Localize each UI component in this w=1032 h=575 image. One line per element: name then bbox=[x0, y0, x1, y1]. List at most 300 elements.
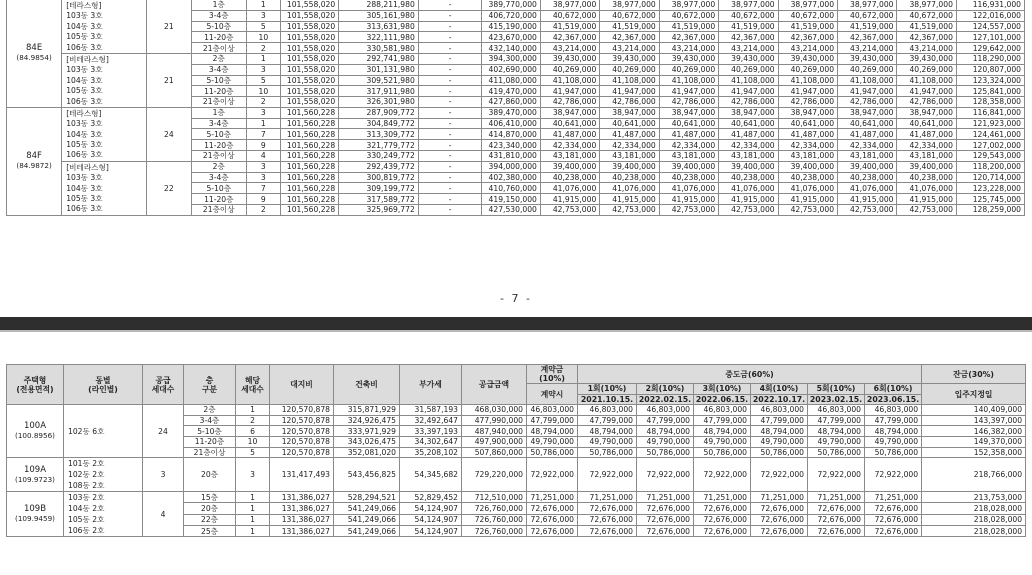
installment-5: 42,753,000 bbox=[838, 204, 897, 215]
land-cost: 101,558,020 bbox=[280, 53, 338, 64]
installment-3: 38,947,000 bbox=[719, 107, 778, 118]
deposit: 46,803,000 bbox=[527, 405, 578, 416]
installment-1: 41,108,000 bbox=[600, 75, 659, 86]
installment-6: 43,181,000 bbox=[897, 151, 956, 162]
installment-3: 72,676,000 bbox=[694, 514, 751, 525]
table-row bbox=[7, 53, 1025, 64]
installment-2: 40,269,000 bbox=[659, 64, 718, 75]
dong-line: 106동 3호 bbox=[66, 42, 103, 52]
installment-1: 72,676,000 bbox=[578, 503, 637, 514]
supply-price: 726,760,000 bbox=[462, 503, 527, 514]
installment-3: 48,794,000 bbox=[694, 426, 751, 437]
header-installment-5: 5회(10%) bbox=[808, 384, 865, 395]
installment-1: 38,977,000 bbox=[600, 0, 659, 10]
count: 3 bbox=[246, 10, 280, 21]
balance: 125,745,000 bbox=[956, 194, 1024, 205]
floor: 21층이상 bbox=[191, 97, 246, 108]
installment-6: 41,947,000 bbox=[897, 86, 956, 97]
land-cost: 131,386,027 bbox=[270, 514, 334, 525]
installment-3: 42,753,000 bbox=[719, 204, 778, 215]
dong-line: 103동 3호 bbox=[66, 119, 103, 129]
vat: 32,492,647 bbox=[400, 415, 462, 426]
land-cost: 120,570,878 bbox=[270, 415, 334, 426]
floor: 21층이상 bbox=[191, 43, 246, 54]
installment-3: 38,977,000 bbox=[719, 0, 778, 10]
vat: - bbox=[418, 183, 482, 194]
installment-3: 41,076,000 bbox=[719, 183, 778, 194]
installment-4: 72,676,000 bbox=[751, 503, 808, 514]
floor: 15층 bbox=[184, 492, 236, 503]
land-cost: 120,570,878 bbox=[270, 447, 334, 458]
count: 9 bbox=[246, 194, 280, 205]
deposit: 50,786,000 bbox=[527, 447, 578, 458]
header-price: 공급금액 bbox=[462, 365, 527, 405]
table-row bbox=[7, 458, 1026, 492]
installment-1: 41,076,000 bbox=[600, 183, 659, 194]
installment-4: 40,269,000 bbox=[778, 64, 837, 75]
supply-price: 406,720,000 bbox=[482, 10, 540, 21]
deposit: 41,915,000 bbox=[540, 194, 599, 205]
count: 3 bbox=[246, 64, 280, 75]
balance: 128,259,000 bbox=[956, 204, 1024, 215]
header-installment-6: 6회(10%) bbox=[865, 384, 922, 395]
floor: 3-4층 bbox=[191, 172, 246, 183]
installment-3: 43,181,000 bbox=[719, 151, 778, 162]
installment-1: 41,915,000 bbox=[600, 194, 659, 205]
installment-5: 40,672,000 bbox=[838, 10, 897, 21]
table-row bbox=[7, 107, 1025, 118]
unit-area: (84.9872) bbox=[16, 161, 52, 171]
deposit: 72,676,000 bbox=[527, 503, 578, 514]
installment-3: 72,922,000 bbox=[694, 458, 751, 492]
header-installment-2: 2회(10%) bbox=[637, 384, 694, 395]
floor: 2층 bbox=[184, 405, 236, 416]
balance: 129,642,000 bbox=[956, 43, 1024, 54]
building-cost: 304,849,772 bbox=[339, 118, 419, 129]
installment-1: 39,430,000 bbox=[600, 53, 659, 64]
balance: 149,370,000 bbox=[922, 436, 1026, 447]
vat: 35,208,102 bbox=[400, 447, 462, 458]
balance: 218,028,000 bbox=[922, 525, 1026, 536]
unit-type-cell bbox=[7, 0, 62, 107]
supply-units: 24 bbox=[147, 107, 192, 161]
dong-line: 105동 3호 bbox=[66, 194, 103, 204]
vat: - bbox=[418, 97, 482, 108]
installment-4: 40,238,000 bbox=[778, 172, 837, 183]
installment-2: 43,214,000 bbox=[659, 43, 718, 54]
deposit: 72,922,000 bbox=[527, 458, 578, 492]
header-middle-payment: 중도금(60%) bbox=[578, 365, 922, 384]
deposit: 41,076,000 bbox=[540, 183, 599, 194]
installment-1: 50,786,000 bbox=[578, 447, 637, 458]
floor: 11-20층 bbox=[191, 194, 246, 205]
balance: 116,841,000 bbox=[956, 107, 1024, 118]
installment-6: 46,803,000 bbox=[865, 405, 922, 416]
count: 2 bbox=[246, 43, 280, 54]
floor: 1층 bbox=[191, 107, 246, 118]
deposit: 38,947,000 bbox=[540, 107, 599, 118]
deposit: 72,676,000 bbox=[527, 525, 578, 536]
count: 2 bbox=[246, 97, 280, 108]
floor: 11-20층 bbox=[184, 436, 236, 447]
installment-6: 40,238,000 bbox=[897, 172, 956, 183]
installment-1: 72,922,000 bbox=[578, 458, 637, 492]
dong-line: 108동 2호 bbox=[68, 481, 105, 491]
supply-price: 406,410,000 bbox=[482, 118, 540, 129]
installment-5: 40,269,000 bbox=[838, 64, 897, 75]
installment-3: 72,676,000 bbox=[694, 525, 751, 536]
installment-4: 41,519,000 bbox=[778, 21, 837, 32]
installment-6: 38,947,000 bbox=[897, 107, 956, 118]
dong-list-cell bbox=[64, 458, 143, 492]
unit-type: 109B bbox=[23, 504, 47, 515]
count: 3 bbox=[246, 161, 280, 172]
dong-line: 104동 3호 bbox=[66, 75, 103, 85]
deposit: 43,181,000 bbox=[540, 151, 599, 162]
dong-line: 103동 2호 bbox=[68, 493, 105, 503]
installment-4: 38,947,000 bbox=[778, 107, 837, 118]
count: 1 bbox=[236, 492, 270, 503]
installment-4: 72,676,000 bbox=[751, 514, 808, 525]
land-cost: 101,558,020 bbox=[280, 32, 338, 43]
installment-4: 39,400,000 bbox=[778, 161, 837, 172]
installment-5: 48,794,000 bbox=[808, 426, 865, 437]
installment-5: 39,430,000 bbox=[838, 53, 897, 64]
dong-list-cell bbox=[64, 405, 143, 458]
balance: 140,409,000 bbox=[922, 405, 1026, 416]
balance: 120,807,000 bbox=[956, 64, 1024, 75]
deposit: 40,641,000 bbox=[540, 118, 599, 129]
deposit: 40,269,000 bbox=[540, 64, 599, 75]
building-cost: 321,779,772 bbox=[339, 140, 419, 151]
land-cost: 101,560,228 bbox=[280, 140, 338, 151]
installment-4: 41,076,000 bbox=[778, 183, 837, 194]
unit-type: 84E bbox=[26, 43, 43, 54]
dong-line: 104동 3호 bbox=[66, 21, 103, 31]
dong-line: 106동 3호 bbox=[66, 96, 103, 106]
header-building: 건축비 bbox=[334, 365, 400, 405]
installment-4: 72,676,000 bbox=[751, 525, 808, 536]
installment-3: 47,799,000 bbox=[694, 415, 751, 426]
floor: 11-20층 bbox=[191, 140, 246, 151]
land-cost: 101,560,228 bbox=[280, 129, 338, 140]
count: 6 bbox=[236, 426, 270, 437]
header-date-1: 2021.10.15. bbox=[578, 394, 637, 405]
installment-6: 41,915,000 bbox=[897, 194, 956, 205]
building-cost: 292,741,980 bbox=[339, 53, 419, 64]
installment-6: 71,251,000 bbox=[865, 492, 922, 503]
count: 4 bbox=[246, 151, 280, 162]
unit-area: (109.9459) bbox=[15, 514, 55, 524]
count: 1 bbox=[236, 525, 270, 536]
installment-6: 47,799,000 bbox=[865, 415, 922, 426]
supply-units: 24 bbox=[143, 405, 184, 458]
header-balance-when: 입주지정일 bbox=[922, 384, 1026, 405]
count: 5 bbox=[236, 447, 270, 458]
dong-list-cell bbox=[62, 0, 147, 53]
supply-price: 419,150,000 bbox=[482, 194, 540, 205]
header-land: 대지비 bbox=[270, 365, 334, 405]
unit-type: 109A bbox=[23, 464, 47, 475]
deposit: 42,753,000 bbox=[540, 204, 599, 215]
installment-5: 71,251,000 bbox=[808, 492, 865, 503]
installment-5: 41,915,000 bbox=[838, 194, 897, 205]
vat: - bbox=[418, 194, 482, 205]
installment-6: 39,400,000 bbox=[897, 161, 956, 172]
dong-line: 104동 3호 bbox=[66, 129, 103, 139]
floor: 3-4층 bbox=[191, 10, 246, 21]
unit-type-cell bbox=[7, 107, 62, 215]
installment-3: 39,430,000 bbox=[719, 53, 778, 64]
floor: 1층 bbox=[191, 0, 246, 10]
land-cost: 101,558,020 bbox=[280, 43, 338, 54]
dong-line: 105동 2호 bbox=[68, 515, 105, 525]
installment-2: 41,947,000 bbox=[659, 86, 718, 97]
installment-2: 41,487,000 bbox=[659, 129, 718, 140]
installment-5: 41,519,000 bbox=[838, 21, 897, 32]
deposit: 41,108,000 bbox=[540, 75, 599, 86]
page-divider-shadow bbox=[0, 330, 1032, 332]
installment-4: 72,922,000 bbox=[751, 458, 808, 492]
balance: 125,841,000 bbox=[956, 86, 1024, 97]
building-cost: 541,249,066 bbox=[334, 525, 400, 536]
installment-4: 39,430,000 bbox=[778, 53, 837, 64]
header-date-4: 2022.10.17. bbox=[751, 394, 808, 405]
installment-6: 41,076,000 bbox=[897, 183, 956, 194]
vat: - bbox=[418, 10, 482, 21]
floor: 25층 bbox=[184, 525, 236, 536]
installment-2: 41,076,000 bbox=[659, 183, 718, 194]
dong-line: 102동 6호 bbox=[68, 426, 105, 436]
count: 1 bbox=[246, 0, 280, 10]
page-number: - 7 - bbox=[500, 292, 532, 305]
floor: 3-4층 bbox=[191, 64, 246, 75]
dong-line: 103동 3호 bbox=[66, 11, 103, 21]
floor: 3-4층 bbox=[184, 415, 236, 426]
count: 2 bbox=[236, 415, 270, 426]
installment-4: 43,181,000 bbox=[778, 151, 837, 162]
supply-price: 394,000,000 bbox=[482, 161, 540, 172]
installment-4: 41,947,000 bbox=[778, 86, 837, 97]
vat: 54,124,907 bbox=[400, 514, 462, 525]
installment-3: 41,947,000 bbox=[719, 86, 778, 97]
installment-6: 72,922,000 bbox=[865, 458, 922, 492]
balance: 116,931,000 bbox=[956, 0, 1024, 10]
building-cost: 301,131,980 bbox=[339, 64, 419, 75]
installment-1: 43,181,000 bbox=[600, 151, 659, 162]
installment-4: 71,251,000 bbox=[751, 492, 808, 503]
land-cost: 131,386,027 bbox=[270, 492, 334, 503]
supply-price: 468,030,000 bbox=[462, 405, 527, 416]
count: 2 bbox=[246, 204, 280, 215]
balance: 122,016,000 bbox=[956, 10, 1024, 21]
header-installment-1: 1회(10%) bbox=[578, 384, 637, 395]
building-cost: 317,589,772 bbox=[339, 194, 419, 205]
installment-1: 40,641,000 bbox=[600, 118, 659, 129]
dong-line: 106동 3호 bbox=[66, 204, 103, 214]
dong-line: 104동 3호 bbox=[66, 183, 103, 193]
deposit: 49,790,000 bbox=[527, 436, 578, 447]
land-cost: 101,558,020 bbox=[280, 0, 338, 10]
table-row bbox=[7, 0, 1025, 10]
installment-5: 41,108,000 bbox=[838, 75, 897, 86]
installment-4: 48,794,000 bbox=[751, 426, 808, 437]
installment-1: 41,487,000 bbox=[600, 129, 659, 140]
floor: 20층 bbox=[184, 503, 236, 514]
land-cost: 101,558,020 bbox=[280, 86, 338, 97]
installment-6: 50,786,000 bbox=[865, 447, 922, 458]
building-cost: 309,199,772 bbox=[339, 183, 419, 194]
balance: 152,358,000 bbox=[922, 447, 1026, 458]
installment-1: 71,251,000 bbox=[578, 492, 637, 503]
dong-list-cell bbox=[64, 492, 143, 537]
header-vat: 부가세 bbox=[400, 365, 462, 405]
balance: 127,002,000 bbox=[956, 140, 1024, 151]
supply-units: 21 bbox=[147, 53, 192, 107]
supply-price: 427,530,000 bbox=[482, 204, 540, 215]
installment-5: 49,790,000 bbox=[808, 436, 865, 447]
installment-6: 40,641,000 bbox=[897, 118, 956, 129]
deposit: 41,947,000 bbox=[540, 86, 599, 97]
deposit: 39,430,000 bbox=[540, 53, 599, 64]
balance: 127,101,000 bbox=[956, 32, 1024, 43]
vat: 34,302,647 bbox=[400, 436, 462, 447]
header-deposit: 계약금 (10%) bbox=[527, 365, 578, 384]
installment-2: 42,367,000 bbox=[659, 32, 718, 43]
installment-3: 40,238,000 bbox=[719, 172, 778, 183]
installment-2: 42,334,000 bbox=[659, 140, 718, 151]
installment-4: 40,641,000 bbox=[778, 118, 837, 129]
count: 5 bbox=[246, 21, 280, 32]
vat: - bbox=[418, 75, 482, 86]
header-date-2: 2022.02.15. bbox=[637, 394, 694, 405]
floor: 11-20층 bbox=[191, 86, 246, 97]
balance: 118,290,000 bbox=[956, 53, 1024, 64]
vat: - bbox=[418, 43, 482, 54]
vat: - bbox=[418, 64, 482, 75]
installment-4: 38,977,000 bbox=[778, 0, 837, 10]
building-cost: 330,581,980 bbox=[339, 43, 419, 54]
floor: 2층 bbox=[191, 53, 246, 64]
land-cost: 120,570,878 bbox=[270, 436, 334, 447]
installment-6: 40,269,000 bbox=[897, 64, 956, 75]
count: 7 bbox=[246, 129, 280, 140]
unit-type-cell bbox=[7, 405, 64, 458]
balance: 123,324,000 bbox=[956, 75, 1024, 86]
vat: 31,587,193 bbox=[400, 405, 462, 416]
land-cost: 101,558,020 bbox=[280, 21, 338, 32]
installment-4: 41,108,000 bbox=[778, 75, 837, 86]
installment-5: 47,799,000 bbox=[808, 415, 865, 426]
installment-2: 48,794,000 bbox=[637, 426, 694, 437]
building-cost: 292,439,772 bbox=[339, 161, 419, 172]
supply-price: 402,380,000 bbox=[482, 172, 540, 183]
balance: 218,028,000 bbox=[922, 514, 1026, 525]
deposit: 48,794,000 bbox=[527, 426, 578, 437]
balance: 128,358,000 bbox=[956, 97, 1024, 108]
building-cost: 343,026,475 bbox=[334, 436, 400, 447]
supply-units: 3 bbox=[143, 458, 184, 492]
installment-5: 41,947,000 bbox=[838, 86, 897, 97]
supply-price: 712,510,000 bbox=[462, 492, 527, 503]
header-date-6: 2023.06.15. bbox=[865, 394, 922, 405]
installment-1: 47,799,000 bbox=[578, 415, 637, 426]
land-cost: 131,417,493 bbox=[270, 458, 334, 492]
installment-4: 42,367,000 bbox=[778, 32, 837, 43]
installment-5: 42,367,000 bbox=[838, 32, 897, 43]
installment-5: 41,487,000 bbox=[838, 129, 897, 140]
supply-price: 507,860,000 bbox=[462, 447, 527, 458]
installment-6: 38,977,000 bbox=[897, 0, 956, 10]
count: 7 bbox=[246, 183, 280, 194]
installment-3: 43,214,000 bbox=[719, 43, 778, 54]
land-cost: 131,386,027 bbox=[270, 525, 334, 536]
balance: 120,714,000 bbox=[956, 172, 1024, 183]
dong-list-cell bbox=[62, 107, 147, 161]
deposit: 47,799,000 bbox=[527, 415, 578, 426]
balance: 218,766,000 bbox=[922, 458, 1026, 492]
dong-line: 101동 2호 bbox=[68, 459, 105, 469]
installment-3: 72,676,000 bbox=[694, 503, 751, 514]
building-cost: 325,969,772 bbox=[339, 204, 419, 215]
block-label: [테라스형] bbox=[66, 1, 102, 10]
installment-1: 72,676,000 bbox=[578, 525, 637, 536]
installment-2: 41,915,000 bbox=[659, 194, 718, 205]
installment-3: 42,367,000 bbox=[719, 32, 778, 43]
count: 9 bbox=[246, 140, 280, 151]
installment-3: 41,519,000 bbox=[719, 21, 778, 32]
installment-3: 40,269,000 bbox=[719, 64, 778, 75]
dong-line: 105동 3호 bbox=[66, 32, 103, 42]
vat: - bbox=[418, 118, 482, 129]
installment-5: 72,922,000 bbox=[808, 458, 865, 492]
vat: - bbox=[418, 86, 482, 97]
installment-1: 41,947,000 bbox=[600, 86, 659, 97]
building-cost: 324,926,475 bbox=[334, 415, 400, 426]
installment-5: 72,676,000 bbox=[808, 525, 865, 536]
floor: 5-10층 bbox=[191, 183, 246, 194]
supply-units: 22 bbox=[147, 161, 192, 215]
balance: 124,461,000 bbox=[956, 129, 1024, 140]
count: 1 bbox=[236, 514, 270, 525]
building-cost: 333,971,929 bbox=[334, 426, 400, 437]
installment-2: 39,430,000 bbox=[659, 53, 718, 64]
building-cost: 313,631,980 bbox=[339, 21, 419, 32]
supply-price: 402,690,000 bbox=[482, 64, 540, 75]
land-cost: 101,560,228 bbox=[280, 107, 338, 118]
installment-4: 41,915,000 bbox=[778, 194, 837, 205]
vat: 54,345,682 bbox=[400, 458, 462, 492]
installment-2: 39,400,000 bbox=[659, 161, 718, 172]
deposit: 41,487,000 bbox=[540, 129, 599, 140]
supply-price: 423,340,000 bbox=[482, 140, 540, 151]
dong-line: 102동 2호 bbox=[68, 470, 105, 480]
floor: 5-10층 bbox=[191, 129, 246, 140]
installment-3: 40,641,000 bbox=[719, 118, 778, 129]
installment-5: 42,334,000 bbox=[838, 140, 897, 151]
installment-6: 41,487,000 bbox=[897, 129, 956, 140]
balance: 146,382,000 bbox=[922, 426, 1026, 437]
floor: 20층 bbox=[184, 458, 236, 492]
installment-4: 49,790,000 bbox=[751, 436, 808, 447]
building-cost: 305,161,980 bbox=[339, 10, 419, 21]
building-cost: 288,211,980 bbox=[339, 0, 419, 10]
vat: 33,397,193 bbox=[400, 426, 462, 437]
supply-price: 419,470,000 bbox=[482, 86, 540, 97]
supply-units: 4 bbox=[143, 492, 184, 537]
building-cost: 352,081,020 bbox=[334, 447, 400, 458]
building-cost: 330,249,772 bbox=[339, 151, 419, 162]
